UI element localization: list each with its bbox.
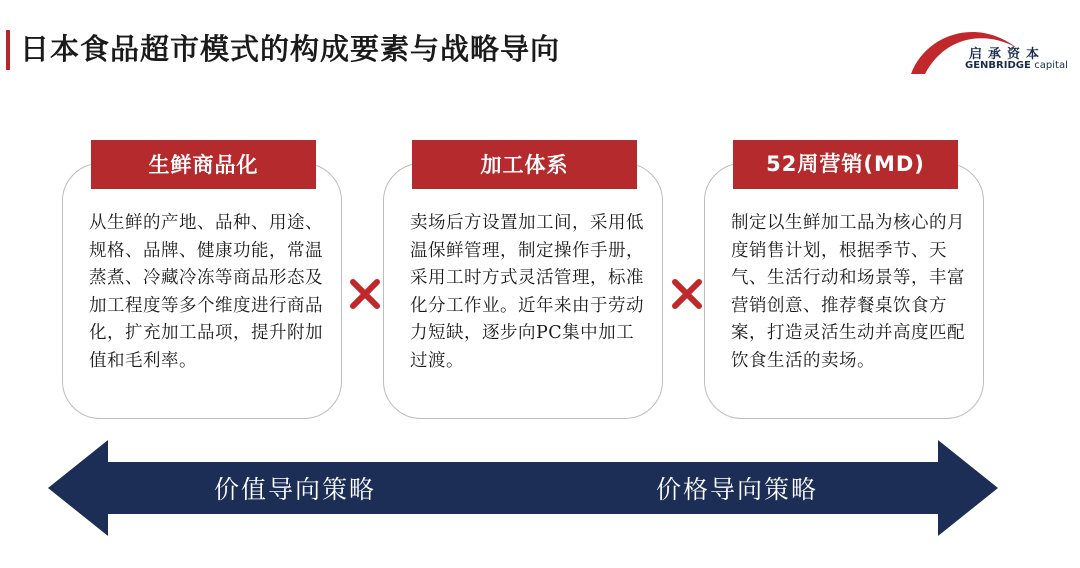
card-header: 52周营销(MD) [733,140,958,189]
card-header: 生鲜商品化 [91,140,316,189]
card-text: 从生鲜的产地、品种、用途、规格、品牌、健康功能，常温蒸煮、冷藏冷冻等商品形态及加工程度等多个维度进行商品化，扩充加工品项，提升附加值和毛利率。 [89,213,323,371]
logo-chinese-text: 启承资本 [969,47,1046,62]
value-strategy-label: 价值导向策略 [214,475,377,504]
card-text: 卖场后方设置加工间，采用低温保鲜管理，制定操作手册，采用工时方式灵活管理，标准化分工作业。近年来由于劳动力短缺，逐步向PC集中加工过渡。 [410,213,644,371]
page-title: 日本食品超市模式的构成要素与战略导向 [20,32,561,66]
card-header: 加工体系 [412,140,637,189]
card-text: 制定以生鲜加工品为核心的月度销售计划，根据季节、天气、生活行动和场景等，丰富营销创意、推荐餐桌饮食方案，打造灵活生动并高度匹配饮食生活的卖场。 [731,213,965,371]
price-strategy-label: 价格导向策略 [656,475,819,504]
logo-english-text: GENBRIDGE capital [965,60,1068,71]
